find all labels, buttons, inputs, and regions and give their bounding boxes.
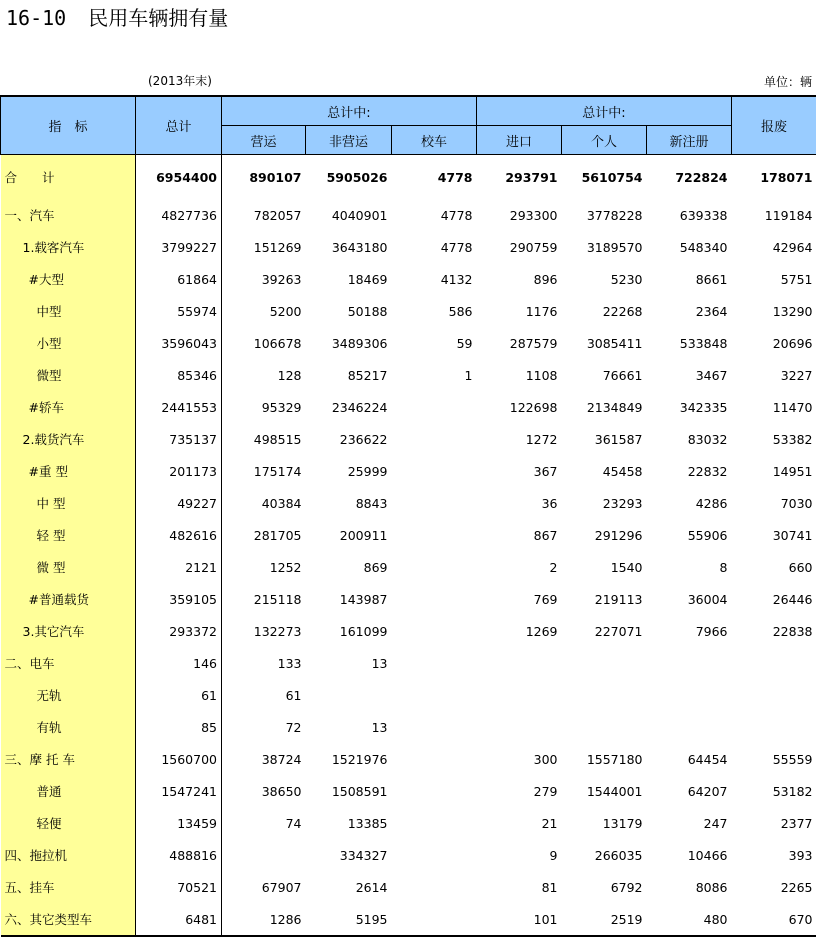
cell-newreg bbox=[647, 711, 732, 743]
cell-schoolbus: 4778 bbox=[392, 199, 477, 231]
cell-scrapped: 3227 bbox=[732, 359, 816, 391]
row-label: 微型 bbox=[1, 359, 136, 391]
cell-newreg: 64207 bbox=[647, 775, 732, 807]
row-label: 有轨 bbox=[1, 711, 136, 743]
table-row bbox=[1, 615, 816, 647]
cell-total: 201173 bbox=[136, 455, 222, 487]
cell-operating: 1252 bbox=[222, 551, 306, 583]
cell-newreg: 247 bbox=[647, 807, 732, 839]
cell-personal: 23293 bbox=[562, 487, 647, 519]
cell-newreg: 3467 bbox=[647, 359, 732, 391]
row-label: 四、拖拉机 bbox=[1, 839, 136, 871]
cell-imported: 293300 bbox=[477, 199, 562, 231]
period-label: (2013年末) bbox=[148, 72, 212, 89]
cell-personal: 1557180 bbox=[562, 743, 647, 775]
cell-personal: 3189570 bbox=[562, 231, 647, 263]
cell-imported: 36 bbox=[477, 487, 562, 519]
cell-total: 4827736 bbox=[136, 199, 222, 231]
cell-personal: 3085411 bbox=[562, 327, 647, 359]
cell-personal: 13179 bbox=[562, 807, 647, 839]
cell-total: 55974 bbox=[136, 295, 222, 327]
table-row bbox=[1, 455, 816, 487]
header-schoolbus: 校车 bbox=[392, 126, 477, 155]
header-group-source: 总计中: bbox=[477, 96, 732, 126]
cell-operating: 782057 bbox=[222, 199, 306, 231]
cell-imported: 101 bbox=[477, 903, 562, 936]
table-row bbox=[1, 775, 816, 807]
header-personal: 个人 bbox=[562, 126, 647, 155]
row-label: 3.其它汽车 bbox=[1, 615, 136, 647]
cell-total: 61864 bbox=[136, 263, 222, 295]
table-row bbox=[1, 903, 816, 936]
cell-schoolbus bbox=[392, 647, 477, 679]
cell-operating: 281705 bbox=[222, 519, 306, 551]
cell-schoolbus bbox=[392, 839, 477, 871]
cell-schoolbus bbox=[392, 615, 477, 647]
cell-newreg: 83032 bbox=[647, 423, 732, 455]
cell-personal bbox=[562, 711, 647, 743]
cell-newreg: 64454 bbox=[647, 743, 732, 775]
cell-newreg: 480 bbox=[647, 903, 732, 936]
cell-scrapped: 30741 bbox=[732, 519, 816, 551]
cell-nonoperating: 200911 bbox=[306, 519, 392, 551]
cell-personal: 76661 bbox=[562, 359, 647, 391]
cell-nonoperating: 5905026 bbox=[306, 155, 392, 200]
table-row bbox=[1, 423, 816, 455]
header-total: 总计 bbox=[136, 96, 222, 155]
cell-operating: 38650 bbox=[222, 775, 306, 807]
cell-newreg: 548340 bbox=[647, 231, 732, 263]
cell-scrapped: 53182 bbox=[732, 775, 816, 807]
cell-nonoperating: 869 bbox=[306, 551, 392, 583]
cell-operating: 106678 bbox=[222, 327, 306, 359]
cell-schoolbus bbox=[392, 711, 477, 743]
cell-imported: 1176 bbox=[477, 295, 562, 327]
cell-scrapped: 20696 bbox=[732, 327, 816, 359]
cell-nonoperating: 85217 bbox=[306, 359, 392, 391]
cell-nonoperating: 161099 bbox=[306, 615, 392, 647]
cell-nonoperating: 13 bbox=[306, 711, 392, 743]
cell-total: 146 bbox=[136, 647, 222, 679]
table-row bbox=[1, 263, 816, 295]
cell-schoolbus bbox=[392, 487, 477, 519]
cell-scrapped: 178071 bbox=[732, 155, 816, 200]
cell-total: 2121 bbox=[136, 551, 222, 583]
cell-schoolbus: 4132 bbox=[392, 263, 477, 295]
table-row bbox=[1, 327, 816, 359]
cell-personal: 6792 bbox=[562, 871, 647, 903]
cell-nonoperating: 3489306 bbox=[306, 327, 392, 359]
cell-scrapped: 22838 bbox=[732, 615, 816, 647]
header-imported: 进口 bbox=[477, 126, 562, 155]
cell-operating: 175174 bbox=[222, 455, 306, 487]
table-row bbox=[1, 551, 816, 583]
cell-imported: 769 bbox=[477, 583, 562, 615]
cell-newreg: 8 bbox=[647, 551, 732, 583]
cell-nonoperating: 13385 bbox=[306, 807, 392, 839]
cell-schoolbus bbox=[392, 455, 477, 487]
cell-nonoperating: 25999 bbox=[306, 455, 392, 487]
cell-operating: 67907 bbox=[222, 871, 306, 903]
vehicle-table bbox=[0, 95, 816, 937]
cell-scrapped: 53382 bbox=[732, 423, 816, 455]
table-row bbox=[1, 519, 816, 551]
cell-schoolbus: 4778 bbox=[392, 231, 477, 263]
row-label: 无轨 bbox=[1, 679, 136, 711]
table-row bbox=[1, 743, 816, 775]
cell-scrapped: 26446 bbox=[732, 583, 816, 615]
cell-total: 70521 bbox=[136, 871, 222, 903]
cell-scrapped: 5751 bbox=[732, 263, 816, 295]
header-nonoperating: 非营运 bbox=[306, 126, 392, 155]
cell-total: 85 bbox=[136, 711, 222, 743]
cell-imported: 287579 bbox=[477, 327, 562, 359]
cell-scrapped: 393 bbox=[732, 839, 816, 871]
cell-imported: 290759 bbox=[477, 231, 562, 263]
row-label: #普通载货 bbox=[1, 583, 136, 615]
row-label: 六、其它类型车 bbox=[1, 903, 136, 936]
cell-imported: 21 bbox=[477, 807, 562, 839]
cell-nonoperating bbox=[306, 679, 392, 711]
cell-personal: 361587 bbox=[562, 423, 647, 455]
cell-scrapped: 14951 bbox=[732, 455, 816, 487]
table-row bbox=[1, 231, 816, 263]
row-label: 三、摩 托 车 bbox=[1, 743, 136, 775]
cell-scrapped: 11470 bbox=[732, 391, 816, 423]
cell-schoolbus bbox=[392, 807, 477, 839]
cell-nonoperating: 1508591 bbox=[306, 775, 392, 807]
cell-operating: 128 bbox=[222, 359, 306, 391]
cell-total: 293372 bbox=[136, 615, 222, 647]
cell-schoolbus bbox=[392, 743, 477, 775]
cell-total: 1560700 bbox=[136, 743, 222, 775]
cell-schoolbus bbox=[392, 583, 477, 615]
cell-imported: 2 bbox=[477, 551, 562, 583]
cell-imported: 367 bbox=[477, 455, 562, 487]
cell-total: 61 bbox=[136, 679, 222, 711]
row-label: #大型 bbox=[1, 263, 136, 295]
row-label: 中型 bbox=[1, 295, 136, 327]
cell-schoolbus: 1 bbox=[392, 359, 477, 391]
cell-nonoperating: 4040901 bbox=[306, 199, 392, 231]
table-header bbox=[1, 96, 816, 155]
cell-imported: 867 bbox=[477, 519, 562, 551]
cell-imported: 9 bbox=[477, 839, 562, 871]
cell-schoolbus: 586 bbox=[392, 295, 477, 327]
cell-imported: 122698 bbox=[477, 391, 562, 423]
row-label: 轻 型 bbox=[1, 519, 136, 551]
row-label: 二、电车 bbox=[1, 647, 136, 679]
table-row bbox=[1, 391, 816, 423]
table-row bbox=[1, 155, 816, 200]
cell-personal: 291296 bbox=[562, 519, 647, 551]
cell-total: 13459 bbox=[136, 807, 222, 839]
cell-newreg: 7966 bbox=[647, 615, 732, 647]
row-label: 五、挂车 bbox=[1, 871, 136, 903]
cell-schoolbus bbox=[392, 903, 477, 936]
cell-total: 735137 bbox=[136, 423, 222, 455]
cell-personal: 1544001 bbox=[562, 775, 647, 807]
cell-operating: 132273 bbox=[222, 615, 306, 647]
cell-total: 2441553 bbox=[136, 391, 222, 423]
header-group-usage: 总计中: bbox=[222, 96, 477, 126]
row-label: #轿车 bbox=[1, 391, 136, 423]
cell-newreg bbox=[647, 679, 732, 711]
cell-personal: 219113 bbox=[562, 583, 647, 615]
cell-operating: 5200 bbox=[222, 295, 306, 327]
table-row bbox=[1, 871, 816, 903]
row-label: 一、汽车 bbox=[1, 199, 136, 231]
cell-operating: 1286 bbox=[222, 903, 306, 936]
cell-total: 3596043 bbox=[136, 327, 222, 359]
cell-operating: 72 bbox=[222, 711, 306, 743]
cell-operating: 133 bbox=[222, 647, 306, 679]
table-title: 民用车辆拥有量 bbox=[88, 6, 228, 30]
cell-newreg: 22832 bbox=[647, 455, 732, 487]
cell-imported bbox=[477, 647, 562, 679]
cell-nonoperating: 5195 bbox=[306, 903, 392, 936]
cell-imported: 896 bbox=[477, 263, 562, 295]
cell-newreg: 8661 bbox=[647, 263, 732, 295]
table-body bbox=[1, 155, 816, 937]
cell-schoolbus bbox=[392, 391, 477, 423]
cell-total: 359105 bbox=[136, 583, 222, 615]
cell-operating: 95329 bbox=[222, 391, 306, 423]
row-label: 中 型 bbox=[1, 487, 136, 519]
cell-operating: 38724 bbox=[222, 743, 306, 775]
cell-scrapped: 55559 bbox=[732, 743, 816, 775]
cell-newreg: 639338 bbox=[647, 199, 732, 231]
cell-newreg bbox=[647, 647, 732, 679]
cell-newreg: 55906 bbox=[647, 519, 732, 551]
cell-total: 482616 bbox=[136, 519, 222, 551]
cell-scrapped: 2265 bbox=[732, 871, 816, 903]
row-label: 轻便 bbox=[1, 807, 136, 839]
cell-scrapped: 42964 bbox=[732, 231, 816, 263]
cell-personal bbox=[562, 647, 647, 679]
cell-total: 6481 bbox=[136, 903, 222, 936]
cell-total: 1547241 bbox=[136, 775, 222, 807]
header-newreg: 新注册 bbox=[647, 126, 732, 155]
cell-nonoperating: 1521976 bbox=[306, 743, 392, 775]
cell-personal: 2519 bbox=[562, 903, 647, 936]
cell-nonoperating: 8843 bbox=[306, 487, 392, 519]
row-label: 微 型 bbox=[1, 551, 136, 583]
cell-nonoperating: 143987 bbox=[306, 583, 392, 615]
cell-personal: 3778228 bbox=[562, 199, 647, 231]
cell-schoolbus: 59 bbox=[392, 327, 477, 359]
cell-schoolbus bbox=[392, 871, 477, 903]
cell-nonoperating: 13 bbox=[306, 647, 392, 679]
cell-schoolbus: 4778 bbox=[392, 155, 477, 200]
cell-nonoperating: 236622 bbox=[306, 423, 392, 455]
table-number: 16-10 bbox=[6, 6, 66, 30]
cell-imported: 81 bbox=[477, 871, 562, 903]
table-row bbox=[1, 711, 816, 743]
unit-label: 单位：辆 bbox=[764, 73, 812, 90]
cell-personal: 2134849 bbox=[562, 391, 647, 423]
cell-schoolbus bbox=[392, 423, 477, 455]
row-label: 合 计 bbox=[1, 155, 136, 200]
table-row bbox=[1, 359, 816, 391]
cell-imported bbox=[477, 679, 562, 711]
cell-newreg: 4286 bbox=[647, 487, 732, 519]
cell-newreg: 722824 bbox=[647, 155, 732, 200]
page-title bbox=[6, 4, 228, 32]
cell-nonoperating: 50188 bbox=[306, 295, 392, 327]
cell-personal: 227071 bbox=[562, 615, 647, 647]
cell-nonoperating: 18469 bbox=[306, 263, 392, 295]
cell-scrapped: 670 bbox=[732, 903, 816, 936]
cell-personal: 266035 bbox=[562, 839, 647, 871]
cell-imported: 1269 bbox=[477, 615, 562, 647]
cell-personal: 5230 bbox=[562, 263, 647, 295]
cell-newreg: 36004 bbox=[647, 583, 732, 615]
cell-scrapped bbox=[732, 647, 816, 679]
cell-nonoperating: 3643180 bbox=[306, 231, 392, 263]
cell-schoolbus bbox=[392, 775, 477, 807]
cell-scrapped: 2377 bbox=[732, 807, 816, 839]
cell-nonoperating: 334327 bbox=[306, 839, 392, 871]
table-row bbox=[1, 647, 816, 679]
cell-operating: 215118 bbox=[222, 583, 306, 615]
header-operating: 营运 bbox=[222, 126, 306, 155]
cell-scrapped: 119184 bbox=[732, 199, 816, 231]
table-row bbox=[1, 807, 816, 839]
cell-operating: 74 bbox=[222, 807, 306, 839]
table-row bbox=[1, 679, 816, 711]
cell-scrapped bbox=[732, 711, 816, 743]
cell-newreg: 342335 bbox=[647, 391, 732, 423]
cell-schoolbus bbox=[392, 519, 477, 551]
cell-imported: 279 bbox=[477, 775, 562, 807]
table-row bbox=[1, 583, 816, 615]
cell-scrapped: 13290 bbox=[732, 295, 816, 327]
cell-operating: 890107 bbox=[222, 155, 306, 200]
cell-operating: 151269 bbox=[222, 231, 306, 263]
row-label: 2.载货汽车 bbox=[1, 423, 136, 455]
cell-imported: 300 bbox=[477, 743, 562, 775]
cell-total: 49227 bbox=[136, 487, 222, 519]
cell-personal: 1540 bbox=[562, 551, 647, 583]
cell-total: 85346 bbox=[136, 359, 222, 391]
cell-operating: 61 bbox=[222, 679, 306, 711]
table-row bbox=[1, 199, 816, 231]
table-row bbox=[1, 487, 816, 519]
cell-scrapped bbox=[732, 679, 816, 711]
cell-operating: 40384 bbox=[222, 487, 306, 519]
cell-nonoperating: 2346224 bbox=[306, 391, 392, 423]
cell-imported: 293791 bbox=[477, 155, 562, 200]
cell-operating: 498515 bbox=[222, 423, 306, 455]
cell-newreg: 10466 bbox=[647, 839, 732, 871]
cell-imported: 1108 bbox=[477, 359, 562, 391]
row-label: 小型 bbox=[1, 327, 136, 359]
cell-scrapped: 7030 bbox=[732, 487, 816, 519]
table-row bbox=[1, 295, 816, 327]
cell-operating bbox=[222, 839, 306, 871]
row-label: 普通 bbox=[1, 775, 136, 807]
cell-nonoperating: 2614 bbox=[306, 871, 392, 903]
table-row bbox=[1, 839, 816, 871]
cell-personal: 5610754 bbox=[562, 155, 647, 200]
cell-newreg: 2364 bbox=[647, 295, 732, 327]
cell-newreg: 8086 bbox=[647, 871, 732, 903]
cell-total: 488816 bbox=[136, 839, 222, 871]
header-indicator: 指 标 bbox=[1, 96, 136, 155]
cell-imported: 1272 bbox=[477, 423, 562, 455]
cell-newreg: 533848 bbox=[647, 327, 732, 359]
cell-total: 6954400 bbox=[136, 155, 222, 200]
header-scrapped: 报废 bbox=[732, 96, 816, 155]
cell-imported bbox=[477, 711, 562, 743]
cell-personal: 45458 bbox=[562, 455, 647, 487]
cell-personal bbox=[562, 679, 647, 711]
row-label: 1.载客汽车 bbox=[1, 231, 136, 263]
cell-operating: 39263 bbox=[222, 263, 306, 295]
cell-schoolbus bbox=[392, 551, 477, 583]
cell-personal: 22268 bbox=[562, 295, 647, 327]
row-label: #重 型 bbox=[1, 455, 136, 487]
cell-scrapped: 660 bbox=[732, 551, 816, 583]
cell-total: 3799227 bbox=[136, 231, 222, 263]
cell-schoolbus bbox=[392, 679, 477, 711]
